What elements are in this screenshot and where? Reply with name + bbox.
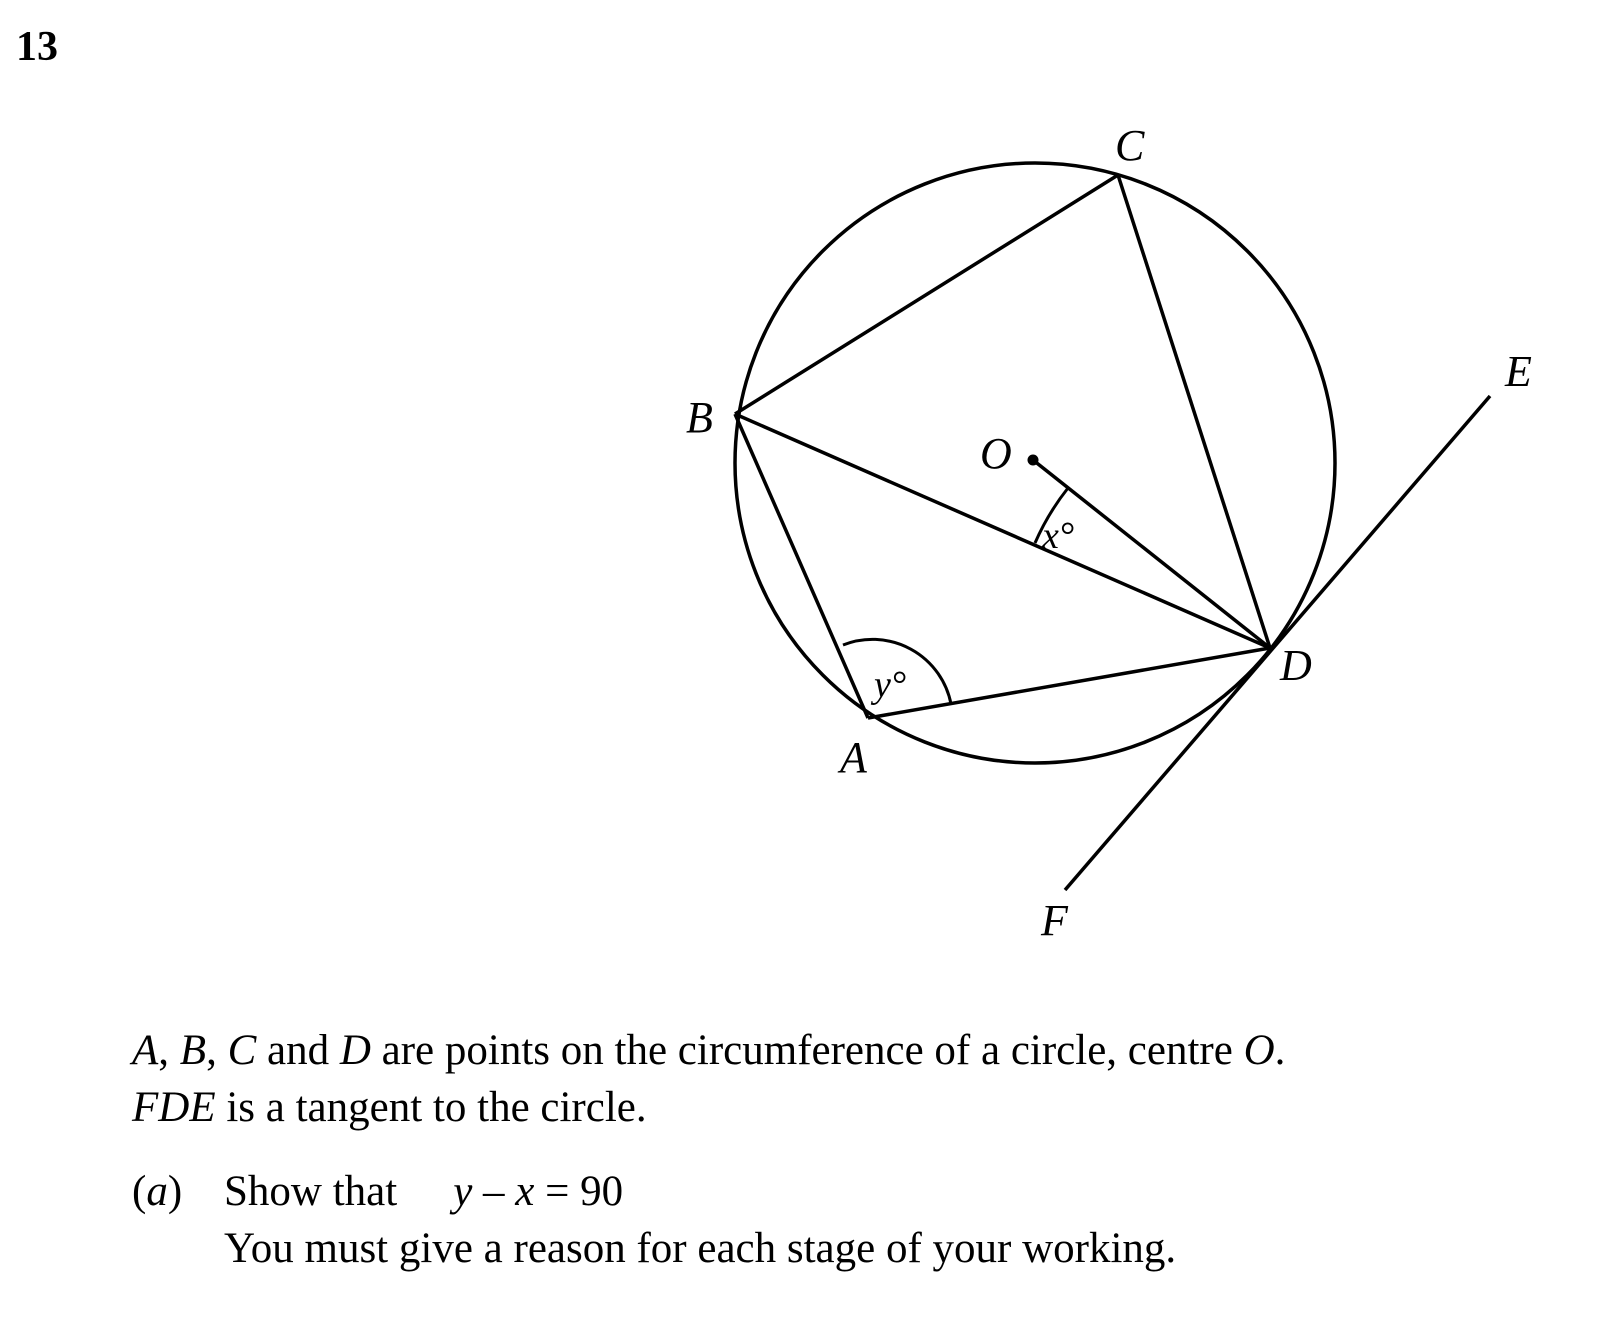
part-a-reason: You must give a reason for each stage of your working. (224, 1225, 1177, 1272)
angle-label-x: x° (1042, 515, 1075, 557)
label-f: F (1041, 896, 1068, 945)
point-b-ref: B (179, 1027, 207, 1074)
label-a: A (840, 733, 867, 782)
part-a-label: (a) (132, 1168, 183, 1215)
separator: , (206, 1027, 228, 1074)
part-a-equation: y – x = 90 (453, 1168, 624, 1215)
point-o-ref: O (1243, 1027, 1275, 1074)
part-a-instruction: Show that (224, 1168, 398, 1215)
statement-text: is a tangent to the circle. (215, 1084, 647, 1131)
part-a-row (132, 1167, 623, 1216)
separator: , (158, 1027, 180, 1074)
point-a-ref: A (132, 1027, 159, 1074)
question-number: 13 (16, 24, 58, 70)
statement-line-2 (132, 1083, 647, 1132)
point-c-ref: C (227, 1027, 257, 1074)
line-bc (735, 175, 1118, 414)
label-e: E (1505, 347, 1532, 396)
line-cd (1118, 175, 1270, 648)
statement-line-1 (132, 1026, 1285, 1075)
point-d-ref: D (339, 1027, 371, 1074)
tangent-fde (1065, 396, 1490, 890)
angle-label-y: y° (874, 664, 907, 706)
centre-point (1028, 455, 1039, 466)
period: . (1274, 1027, 1286, 1074)
statement-text: are points on the circumference of a circle, centre (370, 1027, 1244, 1074)
label-b: B (686, 393, 713, 442)
tangent-ref: FDE (132, 1084, 216, 1131)
label-d: D (1280, 641, 1312, 690)
conjunction: and (256, 1027, 340, 1074)
label-o: O (980, 429, 1012, 478)
label-c: C (1115, 121, 1145, 170)
